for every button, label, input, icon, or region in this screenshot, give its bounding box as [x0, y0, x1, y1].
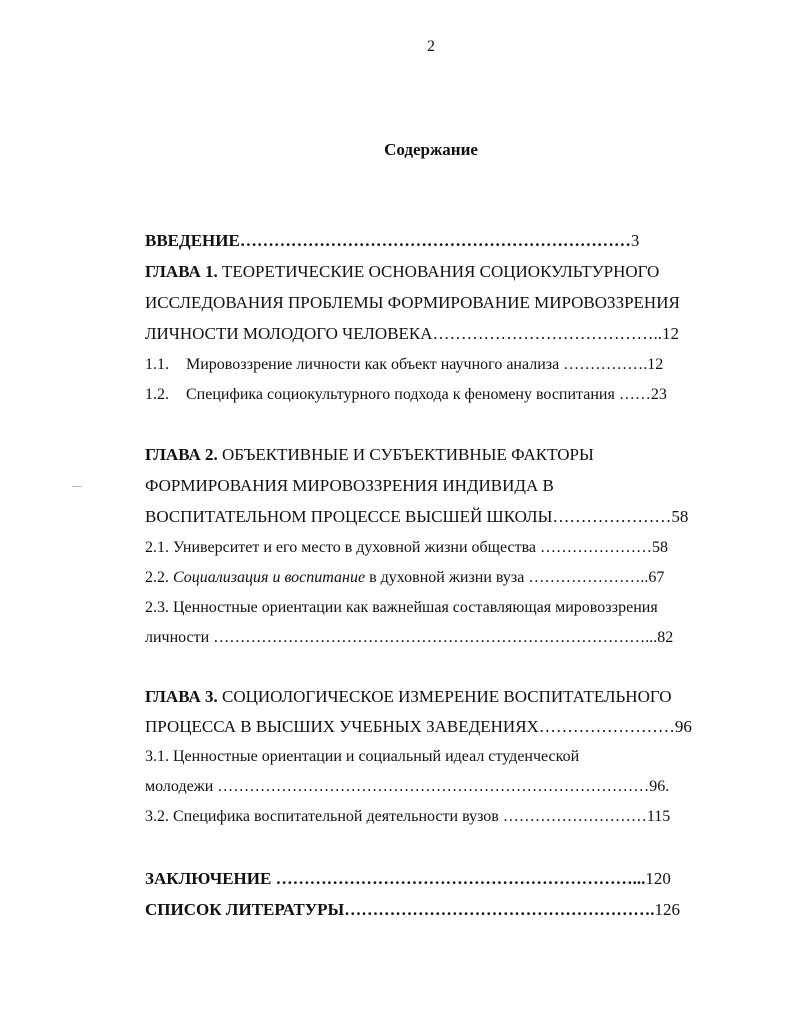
toc-dots: ………………………: [498, 808, 647, 825]
toc-page: 12: [647, 356, 664, 373]
toc-chapter-1-line-2[interactable]: [145, 292, 680, 314]
toc-dots: ……: [614, 386, 651, 403]
toc-label: ВВЕДЕНИЕ: [145, 231, 240, 250]
toc-dots: ……………………………………………….: [344, 900, 655, 919]
toc-chapter-2-line-1[interactable]: [145, 444, 594, 466]
toc-label: ЗАКЛЮЧЕНИЕ: [145, 869, 272, 888]
toc-section-3-2[interactable]: [145, 806, 670, 828]
toc-page: 67: [648, 569, 665, 586]
section-title: 3.1. Ценностные ориентации и социальный идеал студенческой: [145, 748, 580, 765]
section-number: 1.2.: [145, 386, 169, 403]
toc-chapter-3-line-2[interactable]: [145, 716, 692, 738]
toc-label: СПИСОК ЛИТЕРАТУРЫ: [145, 900, 345, 919]
toc-dots: ……………………………………………………………: [239, 231, 631, 250]
section-title: молодежи: [145, 778, 214, 795]
toc-entry-conclusion[interactable]: [145, 868, 671, 890]
toc-chapter-2-line-3[interactable]: [145, 506, 688, 528]
toc-dots: …………………: [552, 507, 672, 526]
toc-page: 82: [657, 629, 674, 646]
toc-page: 58: [652, 539, 669, 556]
section-title: личности: [145, 629, 210, 646]
toc-chapter-1-line-1[interactable]: [145, 261, 659, 283]
toc-chapter-2-line-2[interactable]: [145, 475, 554, 497]
chapter-title: ВОСПИТАТЕЛЬНОМ ПРОЦЕССЕ ВЫСШЕЙ ШКОЛЫ: [145, 507, 553, 526]
toc-page: 12: [662, 324, 680, 343]
toc-section-1-2[interactable]: [145, 384, 667, 406]
toc-page: 120: [645, 869, 671, 888]
chapter-title: ПРОЦЕССА В ВЫСШИХ УЧЕБНЫХ ЗАВЕДЕНИЯХ: [145, 717, 539, 736]
section-title: Специфика социокультурного подхода к феномену воспитания: [186, 386, 615, 403]
toc-section-2-2[interactable]: [145, 567, 664, 589]
toc-page: 58: [671, 507, 689, 526]
chapter-title: СОЦИОЛОГИЧЕСКОЕ ИЗМЕРЕНИЕ ВОСПИТАТЕЛЬНОГО: [217, 687, 672, 706]
section-number: 2.2.: [145, 569, 173, 586]
section-title: в духовной жизни вуза: [365, 569, 525, 586]
toc-page: 23: [650, 386, 667, 403]
toc-page: 3: [630, 231, 640, 250]
chapter-label: ГЛАВА 3.: [145, 687, 218, 706]
chapter-title: ОБЪЕКТИВНЫЕ И СУБЪЕКТИВНЫЕ ФАКТОРЫ: [217, 445, 594, 464]
page-title: Содержание: [384, 140, 478, 159]
toc-dots: ……………………: [538, 717, 675, 736]
toc-section-3-1-line-2[interactable]: [145, 776, 669, 798]
section-title: Мировоззрение личности как объект научного анализа: [186, 356, 560, 373]
section-title: 2.1. Университет и его место в духовной жизни общества: [145, 539, 537, 556]
section-title: 2.3. Ценностные ориентации как важнейшая составляющая мировоззрения: [145, 599, 658, 616]
toc-dots: …………………………………..: [432, 324, 663, 343]
toc-page: 96: [674, 717, 692, 736]
toc-dots: …………………..: [524, 569, 649, 586]
chapter-title: ИССЛЕДОВАНИЯ ПРОБЛЕМЫ ФОРМИРОВАНИЕ МИРОВОЗЗРЕНИЯ: [145, 293, 680, 312]
toc-entry-intro[interactable]: [145, 230, 639, 252]
page-number: 2: [427, 38, 435, 55]
toc-dots: …………….: [559, 356, 648, 373]
section-title: 3.2. Специфика воспитательной деятельности вузов: [145, 808, 499, 825]
section-number: 1.1.: [145, 356, 169, 373]
toc-page: 126: [654, 900, 681, 919]
section-title-italic: Социализация и воспитание: [173, 569, 366, 586]
chapter-title: ТЕОРЕТИЧЕСКИЕ ОСНОВАНИЯ СОЦИОКУЛЬТУРНОГО: [217, 262, 660, 281]
toc-section-3-1-line-1[interactable]: [145, 746, 579, 768]
chapter-label: ГЛАВА 1.: [145, 262, 218, 281]
toc-entry-references[interactable]: [145, 899, 680, 921]
toc-page: 115: [646, 808, 671, 825]
toc-section-2-1[interactable]: [145, 537, 668, 559]
toc-page: 96.: [649, 778, 670, 795]
toc-dots: …………………: [536, 539, 653, 556]
chapter-title: ФОРМИРОВАНИЯ МИРОВОЗЗРЕНИЯ ИНДИВИДА В: [145, 476, 554, 495]
toc-dots: ………………………………………………………………………: [213, 778, 650, 795]
toc-dots: ………………………………………………………………………...: [209, 629, 658, 646]
toc-dots: ………………………………………………………...: [271, 869, 646, 888]
toc-chapter-3-line-1[interactable]: [145, 686, 672, 708]
toc-chapter-1-line-3[interactable]: [145, 323, 679, 345]
toc-section-1-1[interactable]: [145, 354, 663, 376]
toc-section-2-3-line-1[interactable]: [145, 597, 658, 619]
chapter-label: ГЛАВА 2.: [145, 445, 218, 464]
chapter-title: ЛИЧНОСТИ МОЛОДОГО ЧЕЛОВЕКА: [145, 324, 433, 343]
margin-mark: [72, 486, 82, 487]
toc-section-2-3-line-2[interactable]: [145, 627, 673, 649]
